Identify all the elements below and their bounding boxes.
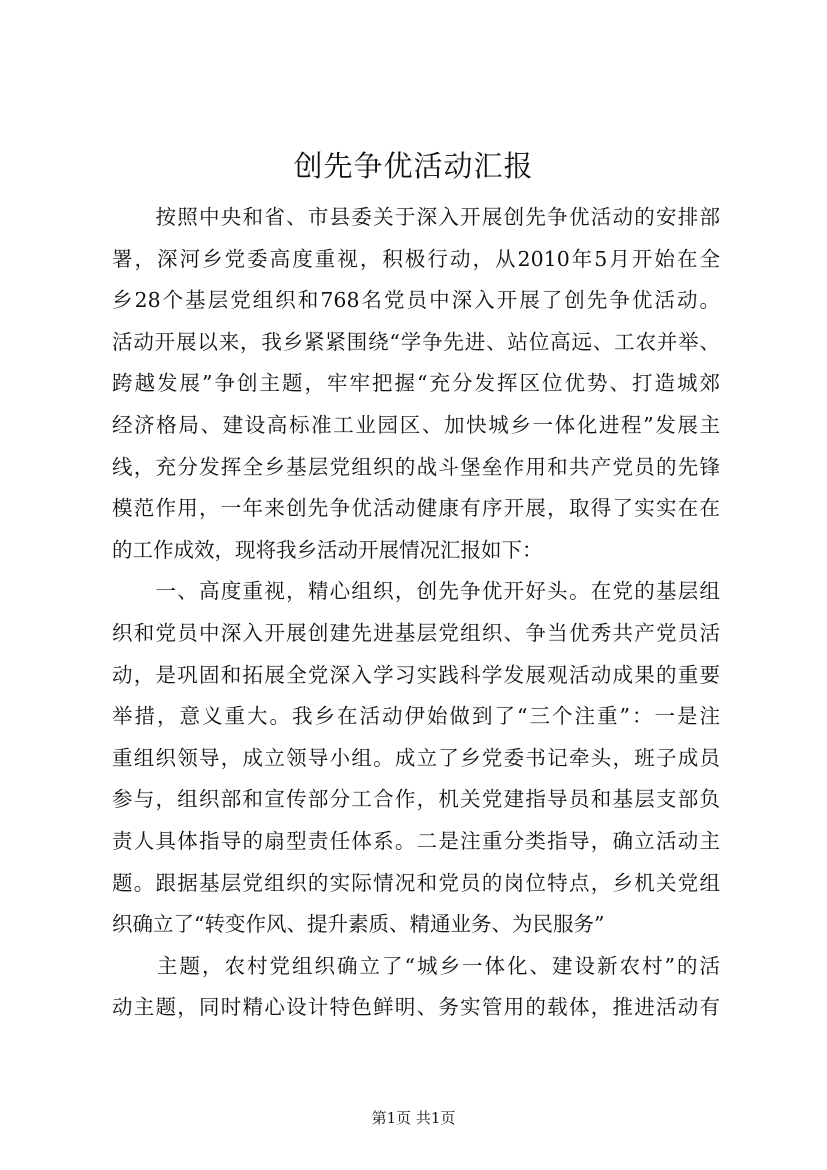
document-title: 创先争优活动汇报 (293, 149, 534, 183)
paragraph-line: 的工作成效，现将我乡活动开展情况汇报如下： (112, 537, 543, 562)
paragraph-line: 动主题，同时精心设计特色鲜明、务实管用的载体，推进活动有 (112, 995, 720, 1020)
paragraph-line: 题。跟据基层党组织的实际情况和党员的岗位特点，乡机关党组 (112, 870, 720, 895)
paragraph-line: 线，充分发挥全乡基层党组织的战斗堡垒作用和共产党员的先锋 (112, 454, 720, 479)
page-footer: 第1页 共1页 (371, 1109, 456, 1127)
paragraph-line: 署，深河乡党委高度重视，积极行动，从2010年5月开始在全 (112, 246, 720, 271)
paragraph-line: 经济格局、建设高标准工业园区、加快城乡一体化进程”发展主 (112, 412, 720, 437)
document-body (112, 197, 720, 1029)
paragraph-line: 乡28个基层党组织和768名党员中深入开展了创先争优活动。 (112, 288, 720, 313)
paragraph-line: 主题，农村党组织确立了“城乡一体化、建设新农村”的活 (112, 953, 720, 978)
paragraph-line: 活动开展以来，我乡紧紧围绕“学争先进、站位高远、工农并举、 (112, 329, 720, 354)
paragraph-line: 织和党员中深入开展创建先进基层党组织、争当优秀共产党员活 (112, 620, 720, 645)
paragraph-line: 举措，意义重大。我乡在活动伊始做到了“三个注重”：一是注 (112, 704, 720, 729)
paragraph-line: 模范作用，一年来创先争优活动健康有序开展，取得了实实在在 (112, 496, 720, 521)
paragraph-line: 责人具体指导的扇型责任体系。二是注重分类指导，确立活动主 (112, 828, 720, 853)
paragraph-line: 重组织领导，成立领导小组。成立了乡党委书记牵头，班子成员 (112, 745, 720, 770)
paragraph-line: 一、高度重视，精心组织，创先争优开好头。在党的基层组 (112, 579, 720, 604)
paragraph-line: 参与，组织部和宣传部分工合作，机关党建指导员和基层支部负 (112, 787, 720, 812)
paragraph-line: 织确立了“转变作风、提升素质、精通业务、为民服务” (112, 912, 605, 937)
paragraph-line: 跨越发展”争创主题，牢牢把握“充分发挥区位优势、打造城郊 (112, 371, 720, 396)
paragraph-line: 按照中央和省、市县委关于深入开展创先争优活动的安排部 (112, 205, 720, 229)
paragraph-line: 动，是巩固和拓展全党深入学习实践科学发展观活动成果的重要 (112, 662, 720, 687)
